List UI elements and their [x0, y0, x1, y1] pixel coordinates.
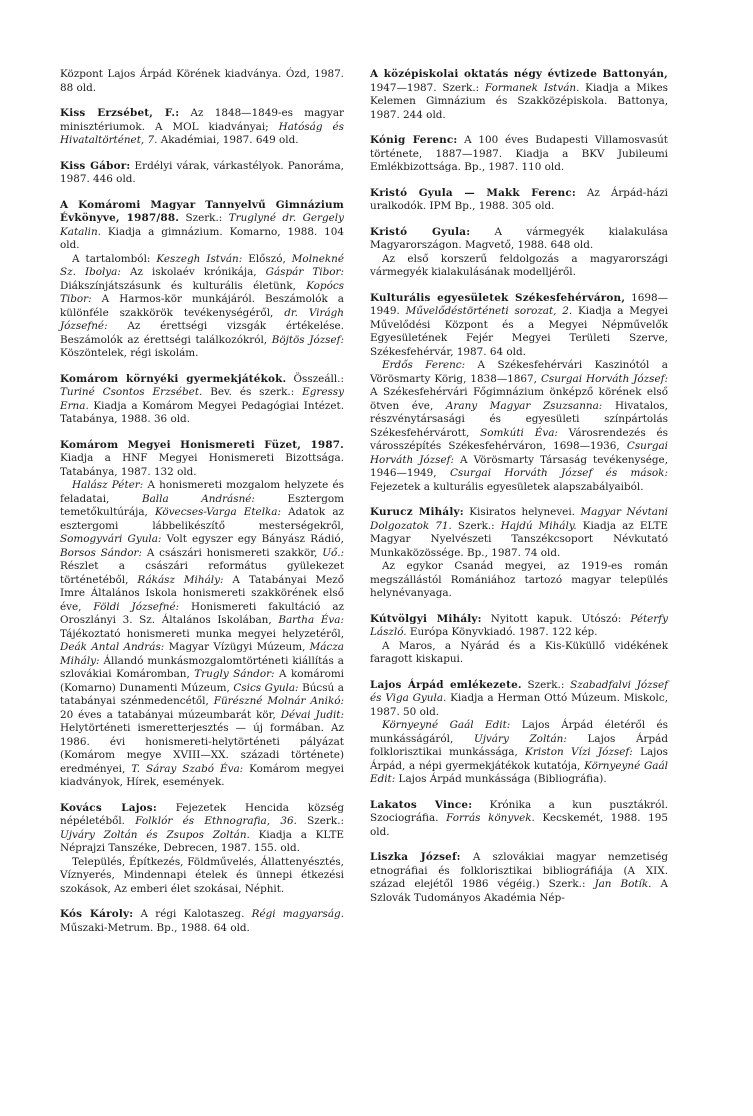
text: Lajos Árpád munkássága (Bibliográfia). — [395, 773, 607, 785]
bibliography-entry — [370, 292, 668, 495]
entry-heading: Kiss Gábor: — [60, 159, 131, 172]
entry-heading: A középiskolai oktatás négy évtizede Battonyán, — [370, 68, 668, 80]
text: Az iskolaév krónikája, — [120, 266, 266, 278]
entry-citation — [370, 68, 668, 122]
italic-text: Formanek István. — [484, 81, 580, 94]
text: Tájékoztató honismereti munka megyei helyzetéről, — [60, 627, 344, 640]
text: Fejezetek Hencida község népéletéből. — [60, 801, 344, 827]
text: Volt egyszer egy Bányász Rádió, — [161, 533, 344, 545]
entry-citation — [370, 226, 668, 253]
text: A Székesfehérvári Főgimnázium önképző körének első ötven éve, — [370, 386, 668, 412]
entry-heading: Kós Károly: — [60, 908, 134, 920]
italic-text: Hajdú Mihály. — [500, 519, 577, 532]
text: A vármegyék kialakulása Magyarországon. Magvető, 1988. 648 old. — [370, 225, 669, 251]
entry-citation — [60, 439, 344, 480]
italic-text: Borsos Sándor: — [60, 546, 142, 559]
text: Az érettségi vizsgák értékelése. Beszámolók az érettségi találkozókról, — [60, 320, 344, 346]
entry-citation — [370, 613, 668, 640]
text: Központ Lajos Árpád Körének kiadványa. Ózd, 1987. 88 old. — [60, 68, 344, 94]
entry-heading: Liszka József: — [370, 851, 461, 863]
text: Kisiratos helynevei. — [463, 506, 581, 518]
italic-text: Halász Péter: — [72, 479, 144, 491]
text: Fejezetek a kulturális egyesületek alapszabályaiból. — [370, 480, 644, 493]
entry-citation — [60, 908, 344, 935]
entry-heading: Kristó Gyula: — [370, 225, 471, 238]
text: 1947—1987. Szerk.: — [370, 81, 485, 94]
text: Bev. és szerk.: — [202, 386, 303, 398]
italic-text: Szabadfalvi József és Viga Gyula. — [370, 678, 668, 704]
entry-heading: Lajos Árpád emlékezete. — [370, 678, 522, 691]
text: Szerk.: — [451, 519, 501, 532]
text: A tartalomból: — [72, 252, 157, 265]
text: Európa Könyvkiadó. 1987. 122 kép. — [406, 626, 598, 638]
entry-citation — [60, 373, 344, 427]
entry-citation — [370, 292, 668, 360]
entry-citation — [370, 506, 668, 560]
text: Erdélyi várak, várkastélyok. Panoráma, 1987. 446 old. — [60, 159, 344, 185]
left-column — [60, 68, 344, 947]
entry-heading: Kurucz Mihály: — [370, 506, 464, 518]
italic-text: Csics Gyula: — [233, 681, 299, 694]
entry-description — [60, 253, 344, 361]
text: A császári honismereti szakkör, — [142, 546, 323, 559]
entry-citation — [60, 802, 344, 856]
italic-text: Ujváry Zoltán és Zsupos Zoltán. — [60, 828, 250, 841]
italic-text: Péterfy László. — [370, 612, 668, 638]
bibliography-entry — [370, 799, 668, 840]
text: A szlovákiai magyar nemzetiség etnográfiai és folklorisztikai bibliográfiája (A XIX. század elejétől 1986 végéig.) Szerk.: — [370, 851, 668, 890]
italic-text: Uő.: — [322, 546, 345, 559]
entry-description — [60, 856, 344, 897]
entry-heading: Kiss Erzsébet, F.: — [60, 107, 180, 119]
text: Kiadja a Mikes Kelemen Gimnázium és Szakközépiskola. Battonya, 1987. 244 old. — [370, 81, 668, 121]
bibliography-entry — [370, 506, 668, 601]
text: Szerk.: — [296, 815, 344, 827]
text: Magyar Vízügyi Múzeum, — [164, 641, 310, 653]
bibliography-entry — [370, 226, 668, 280]
entry-citation — [60, 199, 344, 253]
text: Helytörténeti ismeretterjesztés — új formában. Az 1986. évi honismereti-helytörténeti pályázat (Komárom megye XVIII—XX. századi története) eredményei, — [60, 722, 344, 775]
text: Szerk.: — [179, 212, 229, 224]
entry-heading: A Komáromi Magyar Tannyelvű Gimnázium Évkönyve, 1987/88. — [60, 198, 344, 224]
entry-description — [60, 479, 344, 790]
text: Lajos Árpád életéről és munkásságáról, — [370, 719, 669, 745]
bibliography-entry — [60, 373, 344, 427]
text: Szerk.: — [521, 678, 571, 691]
bibliography-entry — [60, 908, 344, 935]
text: A 100 éves Budapesti Villamosvasút története, 1887—1987. Kiadja a BKV Jubileumi Emlékbizottsága. Bp., 1987. 110 old. — [370, 134, 668, 173]
text: A Maros, a Nyárád és a Kis-Küküllő vidékének faragott kiskapui. — [370, 639, 668, 665]
text: Városrendezés és városszépítés Székesfehérváron, 1698—1936, — [370, 426, 669, 452]
italic-text: Bartha Éva: — [278, 614, 344, 626]
italic-text: Egressy Erna. — [60, 386, 344, 412]
text: Diákszínjátszásunk és kulturális életünk, — [60, 279, 307, 292]
italic-text: Somkúti Éva: — [480, 426, 558, 439]
italic-text: Trugly Sándor: — [194, 668, 275, 680]
text: Köszöntelek, régi iskolám. — [60, 347, 199, 359]
text: Az első korszerű feldolgozás a magyarországi vármegyék kialakulásának modelljéről. — [370, 252, 668, 278]
entry-citation — [60, 107, 344, 148]
italic-text: Kriston Vízi József: — [525, 746, 633, 758]
entry-citation — [370, 134, 668, 175]
bibliography-entry — [370, 679, 668, 787]
italic-text: Régi magyarság. — [251, 908, 345, 920]
entry-heading: Kristó Gyula — Makk Ferenc: — [370, 186, 576, 199]
italic-text: T. Sáray Szabó Éva: — [131, 762, 244, 775]
text: Hivatalos, részvénytársasági és egyesületi színpártolás Székesfehérvárott, — [370, 399, 668, 439]
text: Állandó munkásmozgalomtörténeti kiállítás a szlovákiai Komáromban, — [60, 654, 344, 680]
italic-text: Magyar Névtani Dolgozatok 71. — [370, 506, 668, 532]
text: Összeáll.: — [286, 372, 344, 385]
text: Kiadja a gimnázium. Komarno, 1988. 104 old. — [60, 225, 344, 251]
entry-heading: Kovács Lajos: — [60, 801, 157, 814]
entry-citation — [60, 68, 344, 95]
text: A Szlovák Tudományos Akadémia Nép- — [370, 878, 668, 904]
text: A Harmos-kör munkájáról. Beszámolók a különféle szakkörök tevékenységéről, — [60, 293, 344, 319]
text: A Tatabányai Mező Imre Általános Iskola honismereti szakkörének első éve, — [60, 573, 345, 613]
text: Kiadja az ELTE Magyar Nyelvészeti Tanszékcsoport Névkutató Munkaközössége. Bp., 1987. 74 old. — [370, 519, 668, 559]
italic-text: Somogyvári Gyula: — [60, 533, 162, 545]
text: Előszó, — [242, 252, 292, 265]
entry-citation — [370, 679, 668, 720]
bibliography-entry — [370, 851, 668, 905]
text: Akadémiai, 1987. 649 old. — [157, 134, 299, 146]
italic-text: Művelődéstörténeti sorozat, 2. — [405, 305, 573, 317]
italic-text: Gáspár Tibor: — [265, 266, 344, 278]
italic-text: dr. Virágh Józsefné: — [60, 306, 344, 332]
text: Lajos Árpád folklorisztikai munkássága, — [370, 732, 668, 758]
entry-heading: Kónig Ferenc: — [370, 134, 458, 146]
italic-text: Truglyné dr. Gergely Katalin. — [60, 212, 344, 238]
text: Műszaki-Metrum. Bp., 1988. 64 old. — [60, 921, 250, 934]
italic-text: Földi Józsefné: — [93, 600, 180, 613]
italic-text: Deák Antal András: — [60, 641, 165, 653]
italic-text: Csurgai Horváth József és mások: — [449, 467, 668, 479]
italic-text: Mácza Mihály: — [60, 641, 344, 667]
italic-text: Balla Andrásné: — [141, 492, 255, 505]
italic-text: Folklór és Ethnografia, 36. — [135, 815, 297, 827]
text: Kiadja a KLTE Néprajzi Tanszéke, Debrecen, 1987. 155. old. — [60, 828, 344, 854]
text: Az Árpád-házi uralkodók. IPM Bp., 1988. 305 old. — [370, 186, 669, 212]
bibliography-entry — [370, 68, 668, 122]
bibliography-entry — [60, 160, 344, 187]
entry-heading: Lakatos Vince: — [370, 798, 473, 811]
text: Kiadja a Megyei Művelődési Központ és a Megyei Népművelők Egyesületének Fejér Megyei Területi Szerve, Székesfehérvár, 1987. 64 old. — [370, 305, 668, 358]
text: Az egykor Csanád megyei, az 1919-es román megszállástól Romániához tartozó magyar település helynévanyaga. — [370, 560, 668, 599]
entry-citation — [370, 187, 668, 214]
italic-text: Keszegh István: — [156, 252, 243, 265]
text: A honismereti mozgalom helyzete és feladatai, — [60, 479, 344, 505]
entry-description — [370, 640, 668, 667]
italic-text: Ujváry Zoltán: — [473, 732, 567, 745]
bibliography-entry — [60, 802, 344, 897]
bibliography-entry — [370, 134, 668, 175]
italic-text: Hatóság és Hivataltörténet, 7. — [60, 120, 344, 146]
text: A komáromi (Komarno) Dunamenti Múzeum, — [60, 668, 344, 694]
text: 1698—1949. — [370, 291, 669, 317]
italic-text: Böjtös József: — [271, 333, 344, 346]
entry-heading: Komárom környéki gyermekjátékok. — [60, 372, 287, 385]
entry-description — [370, 359, 668, 494]
entry-citation — [370, 851, 668, 905]
text: Kiadja a HNF Megyei Honismereti Bizottsága. Tatabánya, 1987. 132 old. — [60, 452, 344, 478]
text: Részlet a császári református gyülekezet történetéből, — [60, 560, 344, 586]
text: Kecskemét, 1988. 195 old. — [370, 812, 668, 838]
italic-text: Kopócs Tibor: — [60, 279, 344, 305]
entry-description — [370, 719, 668, 787]
text: Honismereti fakultáció az Oroszlányi 3. Sz. Általános Iskolában, — [60, 600, 345, 626]
italic-text: Csurgai Horváth József: — [370, 440, 668, 466]
entry-heading: Kútvölgyi Mihály: — [370, 612, 482, 625]
italic-text: Környeyné Gaál Edit: — [370, 759, 668, 785]
text: Búcsú a tatabányai szénmedencétől, — [60, 681, 344, 707]
text: Lajos Árpád, a népi gyermekjátékok kutatója, — [370, 746, 668, 772]
italic-text: Molnekné Sz. Ibolya: — [60, 252, 344, 278]
italic-text: Rákász Mihály: — [137, 573, 224, 586]
bibliography-entry — [60, 439, 344, 790]
text: Komárom megyei kiadványok, Hírek, események. — [60, 762, 345, 788]
text: Esztergom temetőkultúrája, — [60, 492, 344, 518]
italic-text: Dévai Judit: — [280, 708, 344, 721]
bibliography-entry — [370, 613, 668, 667]
italic-text: Fürészné Molnár Anikó: — [213, 695, 344, 707]
italic-text: Csurgai Horváth József: — [540, 372, 668, 385]
text: Kiadja a Komárom Megyei Pedagógiai Intézet. Tatabánya, 1988. 36 old. — [60, 399, 344, 425]
italic-text: Jan Botík. — [594, 878, 652, 890]
entry-heading: Komárom Megyei Honismereti Füzet, 1987. — [60, 438, 344, 451]
bibliography-entry — [60, 68, 344, 95]
italic-text: Környeyné Gaál Edit: — [382, 719, 511, 731]
text: Kiadja a Herman Ottó Múzeum. Miskolc, 1987. 50 old. — [370, 692, 669, 718]
entry-heading: Kulturális egyesületek Székesfehérváron, — [370, 291, 626, 304]
italic-text: Turiné Csontos Erzsébet. — [60, 386, 203, 398]
italic-text: Kövecses-Varga Etelka: — [154, 506, 282, 518]
italic-text: Erdős Ferenc: — [382, 359, 466, 371]
text: A Vörösmarty Társaság tevékenysége, 1946—1949, — [370, 453, 668, 479]
entry-citation — [60, 160, 344, 187]
entry-description — [370, 253, 668, 280]
bibliography-entry — [370, 187, 668, 214]
right-column — [370, 68, 668, 917]
text: Krónika a kun pusztákról. Szociográfia. — [370, 798, 668, 824]
text: Az 1848—1849-es magyar minisztériumok. A MOL kiadványai; — [60, 107, 344, 133]
italic-text: Forrás könyvek. — [446, 812, 535, 824]
entry-citation — [370, 799, 668, 840]
text: A Székesfehérvári Kaszinótól a Vörösmarty Körig, 1838—1867, — [370, 359, 668, 385]
bibliography-entry — [60, 107, 344, 148]
text: Nyitott kapuk. Utószó: — [481, 612, 631, 625]
text: Adatok az esztergomi lábbelikészítő mesterségekről, — [60, 506, 345, 532]
italic-text: Arany Magyar Zsuzsanna: — [445, 399, 603, 412]
text: 20 éves a tatabányai múzeumbarát kör, — [60, 708, 281, 721]
bibliography-entry — [60, 199, 344, 361]
text: Település, Építkezés, Földművelés, Állattenyésztés, Víznyerés, Mindennapi ételek és ünnepi étkezési szokások, Az emberi élet szokásai, Néphit. — [60, 855, 344, 895]
text: A régi Kalotaszeg. — [133, 908, 252, 920]
entry-description — [370, 560, 668, 601]
